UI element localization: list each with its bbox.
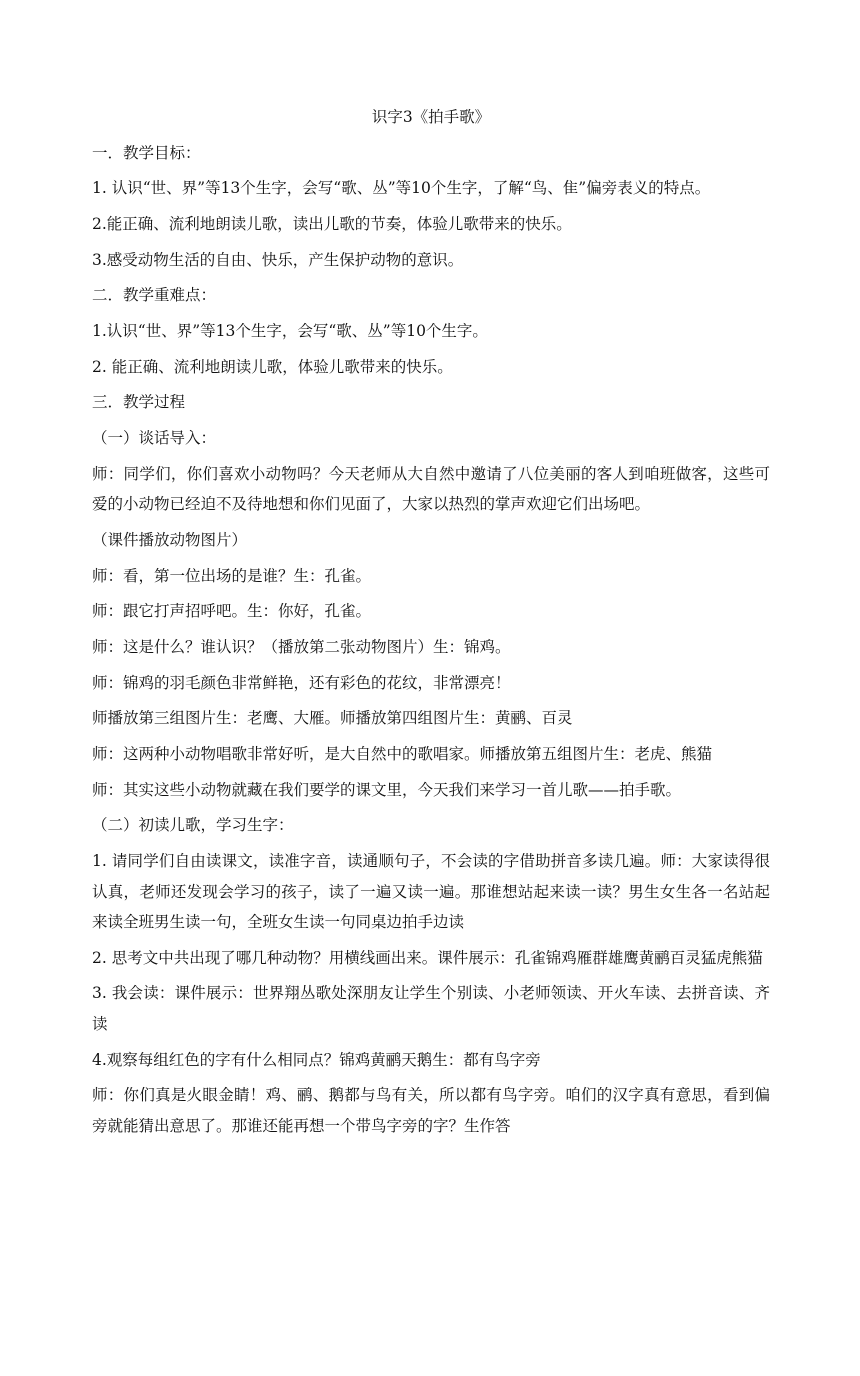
paragraph: 师：看，第一位出场的是谁？生：孔雀。: [92, 566, 372, 585]
paragraph: 师：其实这些小动物就藏在我们要学的课文里，今天我们来学习一首儿歌——拍手歌。: [92, 780, 682, 799]
section-heading-key-points: 二．教学重难点：: [92, 286, 217, 305]
objective-1: 1. 认识“世、界”等13个生字，会写“歌、丛”等10个生字，了解“鸟、隹”偏旁表义的特点。: [92, 179, 711, 198]
subsection-heading-intro: （一）谈话导入：: [92, 429, 217, 447]
document-body: [92, 102, 770, 1147]
paragraph: 师：这两种小动物唱歌非常好听，是大自然中的歌唱家。师播放第五组图片生：老虎、熊猫: [92, 745, 713, 763]
paragraph: 3. 我会读：课件展示：世界翔丛歌处深朋友让学生个别读、小老师领读、开火车读、去拼音读、齐读: [92, 984, 770, 1033]
paragraph: 4.观察每组红色的字有什么相同点？锦鸡黄鹂天鹅生：都有鸟字旁: [92, 1050, 541, 1069]
paragraph: 1. 请同学们自由读课文，读准字音，读通顺句子，不会读的字借助拼音多读几遍。师：大家读得很认真，老师还发现会学习的孩子，读了一遍又读一遍。那谁想站起来读一读？男生女生各一名站起来读全班男生读一句，全班女生读一句同桌边拍手边读: [92, 852, 770, 932]
paragraph: 师：跟它打声招呼吧。生：你好，孔雀。: [92, 602, 372, 621]
paragraph: 师：这是什么？谁认识？（播放第二张动物图片）生：锦鸡。: [92, 637, 511, 656]
key-point-2: 2. 能正确、流利地朗读儿歌，体验儿歌带来的快乐。: [92, 357, 453, 376]
paragraph: 师播放第三组图片生：老鹰、大雁。师播放第四组图片生：黄鹂、百灵: [92, 709, 573, 728]
paragraph: 2. 思考文中共出现了哪几种动物？用横线画出来。课件展示：孔雀锦鸡雁群雄鹰黄鹂百灵猛虎熊猫: [92, 948, 763, 967]
paragraph: （课件播放动物图片）: [92, 530, 248, 549]
document-title: 识字3《拍手歌》: [371, 108, 491, 126]
section-heading-objectives: 一．教学目标：: [92, 143, 201, 162]
key-point-1: 1.认识“世、界”等13个生字，会写“歌、丛”等10个生字。: [92, 321, 488, 340]
paragraph: 师：你们真是火眼金睛！鸡、鹂、鹅都与鸟有关，所以都有鸟字旁。咱们的汉字真有意思，看到偏旁就能猜出意思了。那谁还能再想一个带鸟字旁的字？生作答: [92, 1086, 770, 1135]
paragraph: 师：锦鸡的羽毛颜色非常鲜艳，还有彩色的花纹，非常漂亮！: [92, 673, 511, 692]
objective-2: 2.能正确、流利地朗读儿歌，读出儿歌的节奏，体验儿歌带来的快乐。: [92, 214, 572, 233]
section-heading-process: 三．教学过程: [92, 393, 186, 412]
subsection-heading-first-reading: （二）初读儿歌，学习生字：: [92, 816, 294, 835]
paragraph: 师：同学们，你们喜欢小动物吗？今天老师从大自然中邀请了八位美丽的客人到咱班做客，这些可爱的小动物已经迫不及待地想和你们见面了，大家以热烈的掌声欢迎它们出场吧。: [92, 464, 770, 514]
objective-3: 3.感受动物生活的自由、快乐，产生保护动物的意识。: [92, 250, 464, 269]
